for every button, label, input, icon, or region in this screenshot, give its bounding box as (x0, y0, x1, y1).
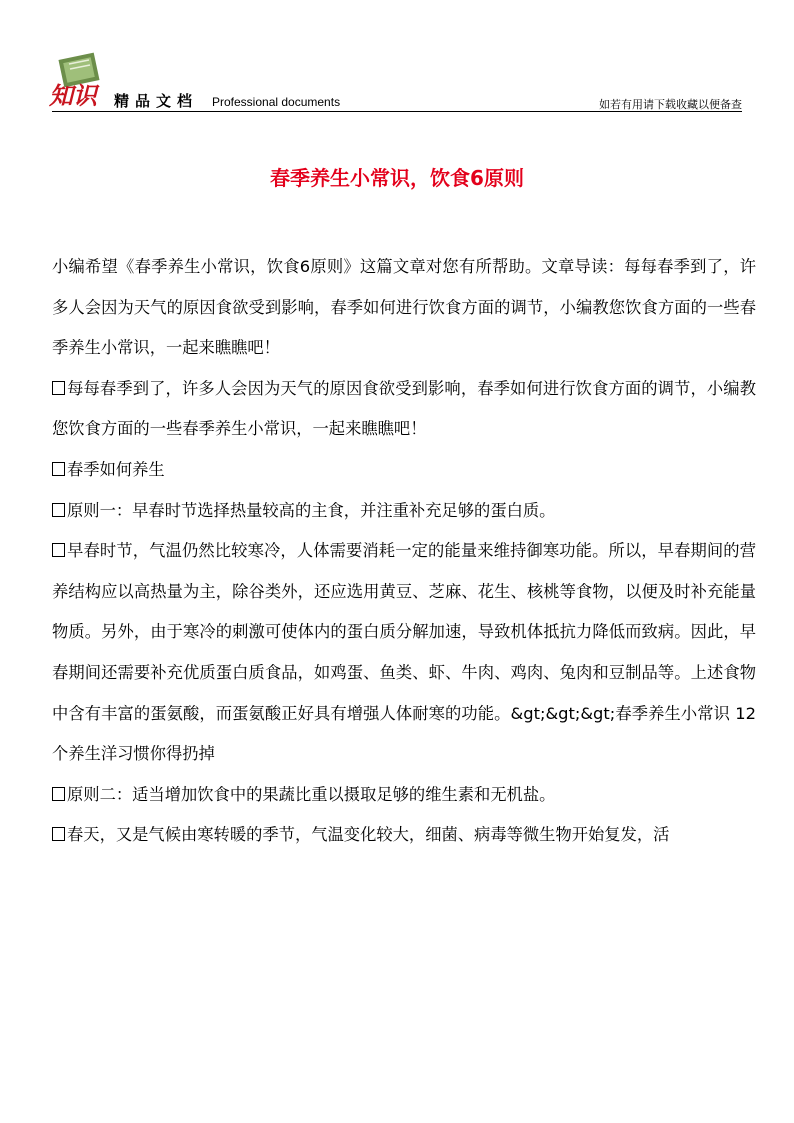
section-heading (52, 450, 756, 491)
paragraph-text: 每每春季到了，许多人会因为天气的原因食欲受到影响，春季如何进行饮食方面的调节，小编教您饮食方面的一些春季养生小常识，一起来瞧瞧吧！ (52, 378, 756, 439)
paragraph-text: 原则二：适当增加饮食中的果蔬比重以摄取足够的维生素和无机盐。 (67, 784, 556, 804)
bullet-box-icon (52, 827, 65, 841)
knowledge-logo (47, 52, 105, 110)
bullet-box-icon (52, 543, 65, 557)
body-paragraph (52, 531, 756, 775)
svg-text:知识: 知识 (49, 81, 97, 110)
body-paragraph (52, 815, 756, 856)
principle-one (52, 491, 756, 532)
header-divider (52, 111, 742, 112)
article-body (52, 247, 756, 856)
paragraph-text: 春天，又是气候由寒转暖的季节，气温变化较大，细菌、病毒等微生物开始复发，活 (67, 825, 670, 845)
paragraph-text: 小编希望《春季养生小常识，饮食6原则》这篇文章对您有所帮助。文章导读：每每春季到了，许多人会因为天气的原因食欲受到影响，春季如何进行饮食方面的调节，小编教您饮食方面的一些春季养生小常识，一起来瞧瞧吧！ (52, 257, 756, 358)
bullet-box-icon (52, 381, 65, 395)
paragraph-text: 春季如何养生 (67, 459, 165, 479)
brand-name: 精品文档 (114, 92, 199, 110)
article-title: 春季养生小常识，饮食6原则 (270, 166, 524, 190)
bullet-box-icon (52, 462, 65, 476)
header-note: 如若有用请下载收藏以便备查 (599, 98, 742, 111)
paragraph-text: 早春时节，气温仍然比较寒冷，人体需要消耗一定的能量来维持御寒功能。所以，早春期间的营养结构应以高热量为主，除谷类外，还应选用黄豆、芝麻、花生、核桃等食物，以便及时补充能量物质。另外，由于寒冷的刺激可使体内的蛋白质分解加速，导致机体抵抗力降低而致病。因此，早春期间还需要补充优质蛋白质食品，如鸡蛋、鱼类、虾、牛肉、鸡肉、兔肉和豆制品等。上述食物中含有丰富的蛋氨酸，而蛋氨酸正好具有增强人体耐寒的功能。&gt;&gt;&gt;春季养生小常识 12个养生洋习惯你得扔掉 (52, 541, 756, 764)
bullet-box-icon (52, 787, 65, 801)
intro-paragraph (52, 247, 756, 369)
page-header (0, 0, 794, 120)
body-paragraph (52, 369, 756, 450)
bullet-box-icon (52, 503, 65, 517)
brand-subtitle: Professional documents (212, 95, 341, 109)
paragraph-text: 原则一：早春时节选择热量较高的主食，并注重补充足够的蛋白质。 (67, 500, 556, 520)
principle-two (52, 775, 756, 816)
